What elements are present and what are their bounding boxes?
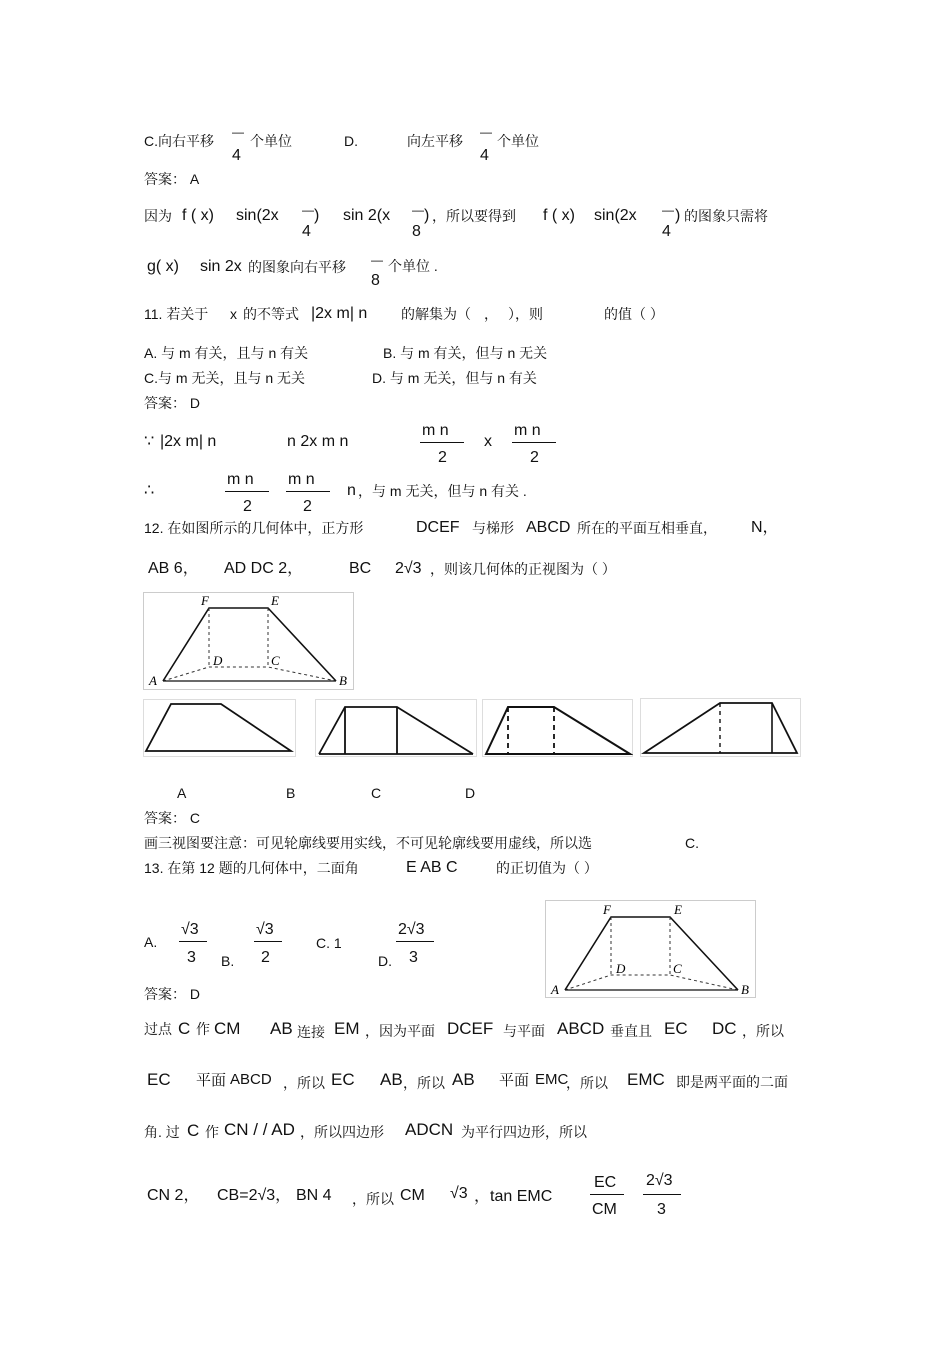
text: ，所以 — [352, 1191, 394, 1207]
option-b-view[interactable] — [315, 699, 477, 757]
text: 角. 过 — [144, 1124, 180, 1140]
option-c-text: C.向右平移 — [144, 133, 214, 149]
frac-den: 4 — [232, 147, 241, 164]
frac-den: 2 — [303, 498, 312, 515]
option-d: D. 与 m 无关，但与 n 有关 — [372, 370, 537, 386]
option-a-label: A. — [144, 934, 158, 950]
math: AB — [380, 1070, 403, 1089]
text: ，因为平面 — [365, 1023, 435, 1039]
q13-solid-figure — [545, 900, 756, 998]
option-d-view[interactable] — [640, 698, 801, 757]
math: sin 2(x — [343, 207, 391, 224]
math: CN / / AD — [224, 1120, 295, 1139]
answer-q11: 答案： D — [144, 395, 200, 411]
frac-num: m n — [227, 471, 254, 488]
text: 连接 — [297, 1024, 325, 1040]
frac-bar: — — [232, 125, 244, 139]
label-c: C — [271, 653, 280, 668]
answer-q12: 答案： C — [144, 810, 200, 826]
frac-line — [225, 491, 269, 492]
math: n 2x m n — [287, 433, 349, 450]
label-e: E — [674, 902, 682, 917]
math: CM — [214, 1019, 241, 1038]
text: 作 — [196, 1021, 210, 1037]
math: EC — [147, 1070, 171, 1089]
text: ，所以四边形 — [300, 1124, 384, 1140]
answer-q10: 答案： A — [144, 171, 200, 187]
math: ) — [314, 207, 320, 224]
frac-den: CM — [592, 1201, 617, 1218]
text: ，所以 — [403, 1075, 445, 1091]
math: ABCD — [526, 519, 571, 536]
option-c-label: C. 1 — [316, 935, 342, 951]
math: ABCD — [557, 1019, 605, 1038]
math: E AB C — [406, 859, 458, 876]
frac-den: 3 — [187, 949, 196, 966]
therefore-symbol: ∴ — [144, 482, 155, 499]
option-a: A. 与 m 有关，且与 n 有关 — [144, 345, 309, 361]
text: ），则 — [508, 306, 543, 322]
option-c-label: C — [371, 785, 382, 801]
frac-den: 2 — [530, 449, 539, 466]
frac-num: EC — [594, 1174, 617, 1191]
math: DCEF — [447, 1019, 494, 1038]
math: ) — [675, 207, 681, 224]
frac-line — [420, 442, 464, 443]
label-a: A — [149, 673, 157, 688]
frac-num: 2√3 — [398, 921, 425, 938]
because-symbol: ∵ — [144, 433, 155, 450]
text: 的解集为（ — [401, 306, 471, 322]
frac-num: 2√3 — [646, 1172, 673, 1189]
frac-bar: — — [412, 203, 424, 217]
frac-den: 4 — [302, 223, 311, 240]
text: ，所以 — [566, 1075, 608, 1091]
text: 作 — [205, 1124, 219, 1140]
label-f: F — [603, 902, 611, 917]
frac-den: 4 — [480, 147, 489, 164]
question-11: 11. 若关于 — [144, 306, 209, 322]
math: ，tan EMC — [474, 1188, 553, 1205]
option-c-unit: 个单位 — [250, 133, 292, 149]
frac-num: √3 — [181, 921, 199, 938]
text: C. — [685, 835, 699, 851]
math: BC — [349, 560, 372, 577]
option-b: B. 与 m 有关，但与 n 无关 — [383, 345, 548, 361]
math: EMC — [627, 1070, 665, 1089]
label-a: A — [551, 982, 559, 997]
option-d-unit: 个单位 — [497, 133, 539, 149]
text: 的正切值为（ ） — [496, 860, 598, 876]
math: C — [178, 1019, 191, 1038]
math: |2x m| n — [311, 305, 368, 322]
text: 的值（ ） — [604, 306, 664, 322]
answer-q13: 答案： D — [144, 986, 200, 1002]
text: ，则该几何体的正视图为（ ） — [430, 561, 616, 577]
math: ABCD — [230, 1071, 272, 1088]
option-a-label: A — [177, 785, 187, 801]
frac-den: 2 — [438, 449, 447, 466]
math: CB=2√3， — [217, 1187, 292, 1204]
frac-num: m n — [514, 422, 541, 439]
option-c: C.与 m 无关，且与 n 无关 — [144, 370, 306, 386]
frac-num: m n — [422, 422, 449, 439]
frac-den: 3 — [409, 949, 418, 966]
math: CM — [400, 1187, 425, 1204]
frac-line — [512, 442, 556, 443]
frac-bar: — — [371, 253, 383, 267]
frac-bar: — — [302, 203, 314, 217]
text: 与梯形 — [472, 520, 514, 536]
option-d-label: D. — [378, 953, 392, 969]
text: 平面 — [196, 1072, 227, 1089]
math: DC — [712, 1019, 737, 1038]
option-d-text: 向左平移 — [407, 133, 463, 149]
text: 因为 — [144, 208, 172, 224]
math: N， — [751, 519, 779, 536]
frac-den: 8 — [412, 223, 421, 240]
frac-bar: — — [662, 203, 674, 217]
text: ，所以要得到 — [432, 208, 516, 224]
math: CN 2， — [147, 1187, 200, 1204]
text: ，所以 — [742, 1023, 784, 1039]
text: 的图象只需将 — [684, 208, 768, 224]
frac-bar: — — [480, 125, 492, 139]
frac-line — [643, 1194, 681, 1195]
frac-line — [179, 941, 207, 942]
frac-line — [254, 941, 282, 942]
math: sin(2x — [236, 207, 279, 224]
math: sin 2x — [200, 258, 242, 275]
label-e: E — [271, 593, 279, 608]
frac-den: 2 — [261, 949, 270, 966]
frac-num: √3 — [256, 921, 274, 938]
math: n — [347, 482, 356, 499]
label-f: F — [201, 593, 209, 608]
math: f ( x) — [182, 207, 214, 224]
math: AD DC 2， — [224, 560, 304, 577]
text: ，所以 — [283, 1075, 325, 1091]
option-d-label: D — [465, 785, 476, 801]
math: EMC — [535, 1071, 569, 1088]
text: ，与 m 无关，但与 n 有关 . — [358, 483, 527, 499]
label-c: C — [673, 961, 682, 976]
text: 为平行四边形，所以 — [461, 1124, 587, 1140]
frac-line — [590, 1194, 624, 1195]
text: 过点 — [144, 1021, 172, 1037]
math: √3 — [450, 1185, 468, 1202]
math: x — [484, 433, 492, 450]
math: EC — [664, 1019, 688, 1038]
option-b-label: B. — [221, 953, 235, 969]
label-d: D — [213, 653, 223, 668]
math: BN 4 — [296, 1187, 332, 1204]
frac-line — [396, 941, 434, 942]
q12-solid-figure — [143, 592, 354, 690]
math: 2√3 — [395, 560, 422, 577]
option-a-view[interactable] — [143, 699, 296, 757]
math: AB — [270, 1019, 293, 1038]
option-b-label: B — [286, 785, 296, 801]
math: g( x) — [147, 258, 179, 275]
math: AB 6， — [148, 560, 199, 577]
frac-line — [286, 491, 330, 492]
explanation-q12: 画三视图要注意：可见轮廓线要用实线，不可见轮廓线要用虚线，所以选 — [144, 835, 592, 851]
text: 即是两平面的二面 — [676, 1074, 788, 1090]
text: 所在的平面互相垂直， — [577, 520, 717, 536]
text: 的图象向右平移 — [248, 259, 346, 275]
math: sin(2x — [594, 207, 637, 224]
math: x — [230, 306, 237, 322]
text: 与平面 — [503, 1023, 545, 1039]
question-12: 12. 在如图所示的几何体中，正方形 — [144, 520, 364, 536]
math: EC — [331, 1070, 355, 1089]
question-13: 13. 在第 12 题的几何体中，二面角 — [144, 860, 359, 876]
frac-den: 4 — [662, 223, 671, 240]
math: C — [187, 1121, 200, 1140]
math: ADCN — [405, 1120, 454, 1139]
text: 个单位 . — [388, 258, 438, 274]
text: 平面 — [499, 1072, 530, 1089]
text: 垂直且 — [610, 1023, 652, 1039]
option-c-view[interactable] — [482, 699, 633, 757]
label-b: B — [339, 673, 347, 688]
math: ) — [424, 207, 430, 224]
label-d: D — [616, 961, 626, 976]
math: DCEF — [416, 519, 460, 536]
label-b: B — [741, 982, 749, 997]
math: f ( x) — [543, 207, 575, 224]
math: AB — [452, 1070, 475, 1089]
frac-den: 8 — [371, 272, 380, 289]
frac-den: 2 — [243, 498, 252, 515]
frac-den: 3 — [657, 1201, 666, 1218]
option-d-label: D. — [344, 133, 358, 149]
math: |2x m| n — [160, 433, 217, 450]
math: EM — [334, 1019, 360, 1038]
text: ， — [484, 306, 498, 322]
frac-num: m n — [288, 471, 315, 488]
text: 的不等式 — [243, 306, 299, 322]
